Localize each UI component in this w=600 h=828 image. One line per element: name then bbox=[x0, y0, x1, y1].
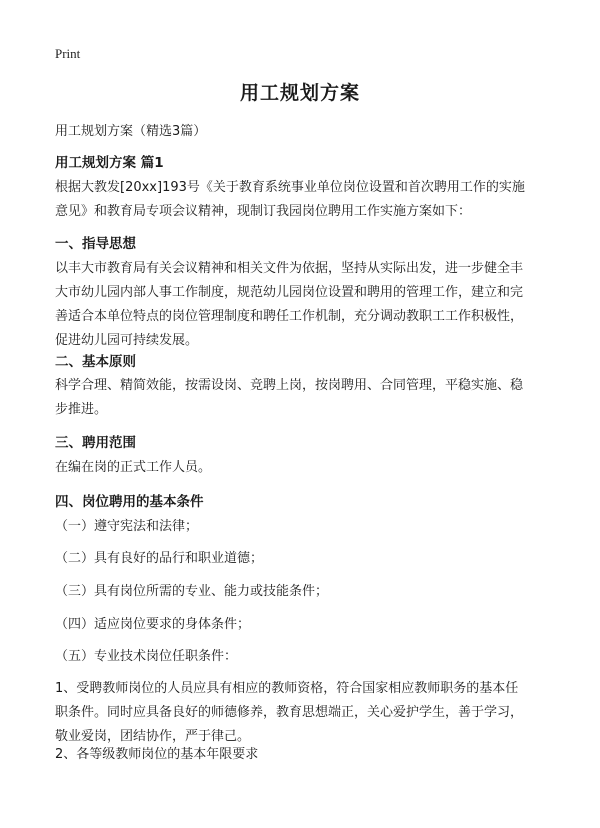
paragraph-line: 善适合本单位特点的岗位管理制度和聘任工作机制，充分调动教职工工作积极性， bbox=[55, 309, 524, 324]
teacher-qualification-paragraph bbox=[55, 677, 555, 749]
paragraph-line: 科学合理、精简效能，按需设岗、竞聘上岗，按岗聘用、合同管理，平稳实施、稳 bbox=[55, 378, 524, 393]
condition-item: （二）具有良好的品行和职业道德； bbox=[55, 551, 264, 566]
paragraph-line: 大市幼儿园内部人事工作制度，规范幼儿园岗位设置和聘用的管理工作，建立和完 bbox=[55, 285, 524, 300]
section-heading-guiding-ideology: 一、指导思想 bbox=[55, 236, 136, 252]
paragraph-line: 步推进。 bbox=[55, 402, 108, 417]
guiding-ideology-paragraph bbox=[55, 257, 555, 353]
condition-item: （一）遵守宪法和法律； bbox=[55, 519, 199, 534]
condition-item: （五）专业技术岗位任职条件： bbox=[55, 649, 238, 664]
paragraph-line: 1、受聘教师岗位的人员应具有相应的教师资格，符合国家相应教师职务的基本任 bbox=[55, 681, 519, 696]
paragraph-line: 根据大教发[20xx]193号《关于教育系统事业单位岗位设置和首次聘用工作的实施 bbox=[55, 180, 525, 195]
teacher-years-requirement: 2、各等级教师岗位的基本年限要求 bbox=[55, 747, 259, 762]
paragraph-line: 在编在岗的正式工作人员。 bbox=[55, 460, 212, 475]
section-heading-basic-principles: 二、基本原则 bbox=[55, 354, 136, 370]
condition-item: （三）具有岗位所需的专业、能力或技能条件； bbox=[55, 584, 329, 599]
section-heading-basic-conditions: 四、岗位聘用的基本条件 bbox=[55, 494, 204, 510]
paragraph-line: 以丰大市教育局有关会议精神和相关文件为依据，坚持从实际出发，进一步健全丰 bbox=[55, 261, 524, 276]
intro-paragraph bbox=[55, 176, 555, 224]
print-label: Print bbox=[55, 46, 81, 61]
section-heading-hiring-scope: 三、聘用范围 bbox=[55, 435, 136, 451]
paragraph-line: 意见》和教育局专项会议精神，现制订我园岗位聘用工作实施方案如下： bbox=[55, 204, 472, 219]
condition-item: （四）适应岗位要求的身体条件； bbox=[55, 617, 251, 632]
document-title: 用工规划方案 bbox=[239, 82, 360, 104]
paragraph-line: 职条件。同时应具备良好的师德修养，教育思想端正，关心爱护学生，善于学习， bbox=[55, 705, 524, 720]
basic-principles-paragraph bbox=[55, 374, 555, 422]
hiring-scope-paragraph bbox=[55, 456, 555, 480]
paragraph-line: 敬业爱岗，团结协作，严于律己。 bbox=[55, 729, 251, 744]
article-title: 用工规划方案 篇1 bbox=[55, 155, 164, 171]
document-subtitle: 用工规划方案（精选3篇） bbox=[55, 124, 207, 139]
paragraph-line: 促进幼儿园可持续发展。 bbox=[55, 333, 199, 348]
